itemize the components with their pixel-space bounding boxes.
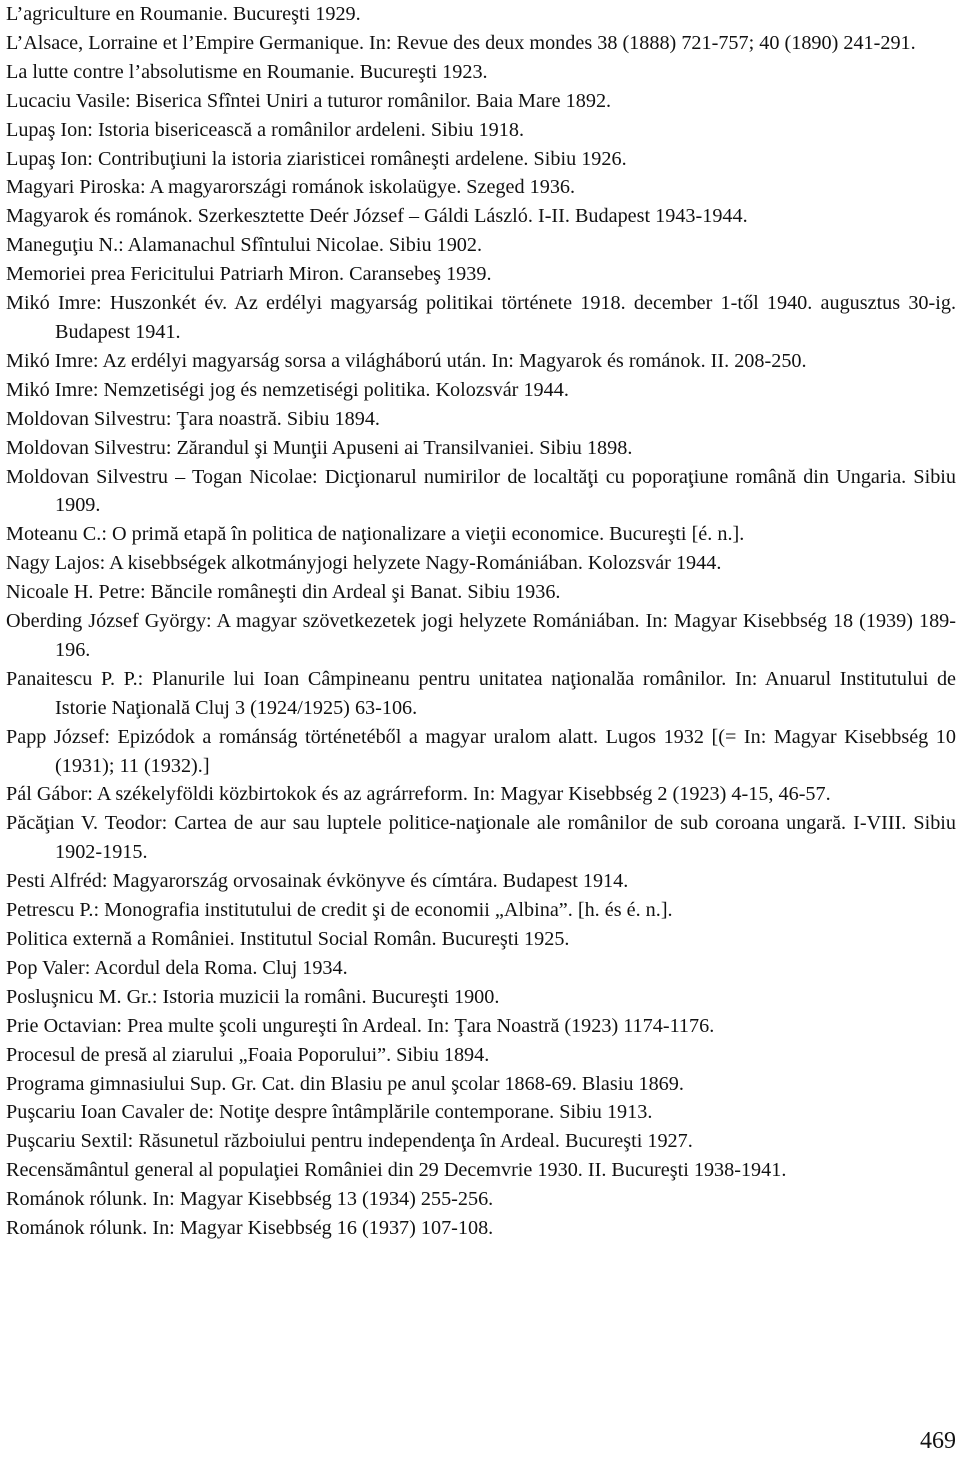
bibliography-entry: Magyarok és románok. Szerkesztette Deér József – Gáldi László. I-II. Budapest 1943-1944. [6,205,748,228]
bibliography-entry: Păcăţian V. Teodor: Cartea de aur sau luptele politice-naţionale ale românilor de sub coroana ungară. I-VIII. Sibiu 1902-1915. [6,812,956,864]
bibliography-entry: Lupaş Ion: Istoria bisericească a românilor ardeleni. Sibiu 1918. [6,118,524,141]
bibliography-entry: Románok rólunk. In: Magyar Kisebbség 16 (1937) 107-108. [6,1217,494,1240]
bibliography-entry: Prie Octavian: Prea multe şcoli ungureşti în Ardeal. In: Ţara Noastră (1923) 1174-1176. [6,1014,715,1037]
bibliography-entry: Moldovan Silvestru – Togan Nicolae: Dicţionarul numirilor de localtăţi cu poporaţiune română din Ungaria. Sibiu 1909. [6,465,956,517]
bibliography-entry: Pál Gábor: A székelyföldi közbirtokok és az agrárreform. In: Magyar Kisebbség 2 (1923) 4-15, 46-57. [6,783,831,806]
bibliography-entry: L’Alsace, Lorraine et l’Empire Germanique. In: Revue des deux mondes 38 (1888) 721-757; 40 (1890) 241-291. [6,31,916,54]
bibliography-entry: Nicoale H. Petre: Băncile româneşti din Ardeal şi Banat. Sibiu 1936. [6,581,561,604]
bibliography-entry: Petrescu P.: Monografia institutului de credit şi de economii „Albina”. [h. és é. n.]. [6,899,673,922]
bibliography-entry: Procesul de presă al ziarului „Foaia Poporului”. Sibiu 1894. [6,1043,490,1066]
bibliography-entry: Politica externă a României. Institutul Social Român. Bucureşti 1925. [6,928,570,950]
bibliography-entry: Magyari Piroska: A magyarországi románok iskolaügye. Szeged 1936. [6,176,576,199]
bibliography-entry: Moldovan Silvestru: Ţara noastră. Sibiu 1894. [6,407,380,430]
bibliography-entry: Nagy Lajos: A kisebbségek alkotmányjogi helyzete Nagy-Romániában. Kolozsvár 1944. [6,552,722,575]
bibliography-entry: Lupaş Ion: Contribuţiuni la istoria ziaristicei româneşti ardelene. Sibiu 1926. [6,147,627,170]
bibliography-entry: L’agriculture en Roumanie. Bucureşti 1929. [6,3,361,25]
bibliography-entry: Oberding József György: A magyar szövetkezetek jogi helyzete Romániában. In: Magyar Kisebbség 18 (1939) 189-196. [6,610,956,661]
bibliography-entry: Pesti Alfréd: Magyarország orvosainak évkönyve és címtára. Budapest 1914. [6,870,629,893]
bibliography-entry: La lutte contre l’absolutisme en Roumanie. Bucureşti 1923. [6,60,488,83]
bibliography-entry: Posluşnicu M. Gr.: Istoria muzicii la români. Bucureşti 1900. [6,985,500,1008]
bibliography-entry: Mikó Imre: Huszonkét év. Az erdélyi magyarság politikai története 1918. december 1-től 1940. augusztus 30-ig. Budapest 1941. [6,292,956,343]
bibliography-entry: Lucaciu Vasile: Biserica Sfîntei Uniri a tuturor românilor. Baia Mare 1892. [6,89,612,112]
bibliography-entry: Panaitescu P. P.: Planurile lui Ioan Câmpineanu pentru unitatea naţionalăa românilor. In: Anuarul Institutului de Istorie Naţională Cluj 3 (1924/1925) 63-106. [6,667,956,719]
bibliography-entry: Puşcariu Ioan Cavaler de: Notiţe despre întâmplările contemporane. Sibiu 1913. [6,1101,653,1124]
bibliography-entry: Papp József: Epizódok a románság történetéből a magyar uralom alatt. Lugos 1932 [(= In: Magyar Kisebbség 10 (1931); 11 (1932).] [6,725,956,777]
bibliography-entry: Pop Valer: Acordul dela Roma. Cluj 1934. [6,956,348,979]
page-number: 469 [920,1428,956,1454]
bibliography-entry: Mikó Imre: Nemzetiségi jog és nemzetiségi politika. Kolozsvár 1944. [6,378,569,401]
bibliography-entry: Programa gimnasiului Sup. Gr. Cat. din Blasiu pe anul şcolar 1868-69. Blasiu 1869. [6,1072,684,1095]
bibliography-list [6,0,956,1243]
bibliography-entry: Puşcariu Sextil: Răsunetul războiului pentru independenţa în Ardeal. Bucureşti 1927. [6,1130,693,1153]
bibliography-entry: Románok rólunk. In: Magyar Kisebbség 13 (1934) 255-256. [6,1188,494,1211]
bibliography-entry: Recensământul general al populaţiei României din 29 Decemvrie 1930. II. Bucureşti 1938-1941. [6,1159,787,1182]
bibliography-entry: Moteanu C.: O primă etapă în politica de naţionalizare a vieţii economice. Bucureşti [é. n.]. [6,523,745,546]
bibliography-entry: Memoriei prea Fericitului Patriarh Miron. Caransebeş 1939. [6,263,492,286]
bibliography-entry: Mikó Imre: Az erdélyi magyarság sorsa a világháború után. In: Magyarok és románok. II. 208-250. [6,349,807,372]
bibliography-entry: Maneguţiu N.: Alamanachul Sfîntului Nicolae. Sibiu 1902. [6,234,483,257]
bibliography-entry: Moldovan Silvestru: Zărandul şi Munţii Apuseni ai Transilvaniei. Sibiu 1898. [6,436,633,459]
